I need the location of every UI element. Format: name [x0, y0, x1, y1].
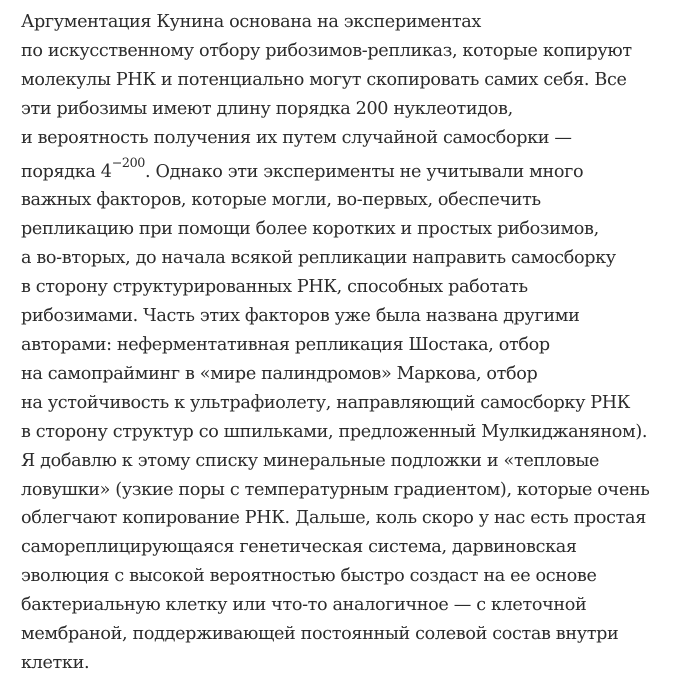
body-paragraph: [21, 8, 691, 678]
text-line: облегчают копирование РНК. Дальше, коль скоро у нас есть простая: [21, 508, 646, 529]
text-line: а во-вторых, до начала всякой репликации направить самосборку: [21, 248, 616, 269]
text-line: самореплицирующаяся генетическая система, дарвиновская: [21, 537, 577, 558]
exponent: −200: [111, 155, 146, 171]
text-line: в сторону структурированных РНК, способных работать: [21, 277, 528, 298]
text-line: на устойчивость к ультрафиолету, направляющий самосборку РНК: [21, 392, 631, 413]
text-line: важных факторов, которые могли, во-первых, обеспечить: [21, 190, 541, 211]
text-line: по искусственному отбору рибозимов-репликаз, которые копируют: [21, 40, 632, 61]
text-line: Аргументация Кунина основана на экспериментах: [21, 12, 481, 32]
text-line: рибозимами. Часть этих факторов уже была названа другими: [21, 306, 580, 327]
text-line: ловушки» (узкие поры с температурным градиентом), которые очень: [21, 479, 650, 500]
text-line: мембраной, поддерживающей постоянный солевой состав внутри: [21, 624, 619, 645]
text-line: эти рибозимы имеют длину порядка 200 нуклеотидов,: [21, 98, 513, 119]
text-line: молекулы РНК и потенциально могут скопировать самих себя. Все: [21, 69, 627, 90]
text-line: бактериальную клетку или что-то аналогичное — с клеточной: [21, 595, 587, 616]
text-line: репликацию при помощи более коротких и простых рибозимов,: [21, 219, 599, 240]
text-line: Я добавлю к этому списку минеральные подложки и «тепловые: [21, 450, 600, 471]
text-line: и вероятность получения их путем случайной самосборки —: [21, 127, 572, 148]
text-line-with-exponent: [21, 153, 691, 187]
text-fragment: . Однако эти эксперименты не учитывали много: [145, 161, 584, 182]
text-line: клетки.: [21, 652, 90, 673]
text-line: в сторону структур со шпильками, предложенный Мулкиджаняном).: [21, 421, 648, 442]
text-line: авторами: неферментативная репликация Шостака, отбор: [21, 334, 550, 355]
text-line: эволюция с высокой вероятностью быстро создаст на ее основе: [21, 566, 597, 587]
text-fragment: порядка 4: [21, 161, 112, 182]
text-line: на самопрайминг в «мире палиндромов» Маркова, отбор: [21, 363, 538, 384]
